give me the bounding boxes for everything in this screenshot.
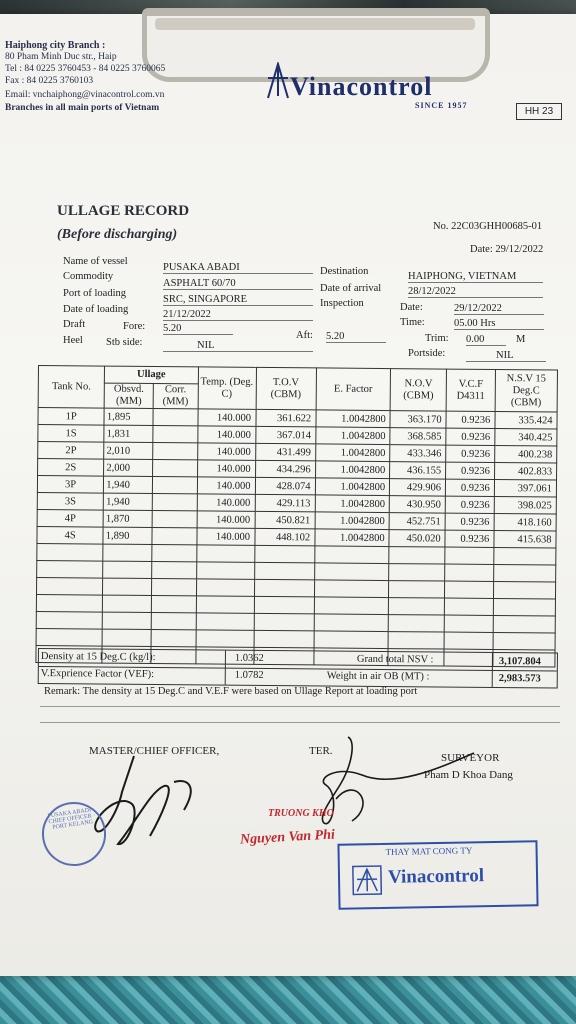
cell-empty <box>151 578 196 595</box>
cell-empty <box>152 562 197 579</box>
cell-empty <box>151 612 196 629</box>
document-subtitle: (Before discharging) <box>57 227 178 242</box>
stb-side-label: Stb side: <box>106 337 143 348</box>
cell-nsv: 402.833 <box>494 462 556 480</box>
cell-empty <box>444 598 493 615</box>
cell-vcf: 0.9236 <box>445 496 494 513</box>
cell-empty <box>196 613 254 631</box>
company-stamp-wordmark: Vinacontrol <box>387 865 485 888</box>
aft-label: Aft: <box>296 330 313 341</box>
cell-obsvd: 1,870 <box>103 510 152 527</box>
cell-empty <box>36 628 102 646</box>
cell-nov: 430.950 <box>389 496 445 513</box>
cell-empty <box>151 629 196 646</box>
date-loading-value: 21/12/2022 <box>163 309 313 321</box>
port-loading-value: SRC, SINGAPORE <box>163 294 313 306</box>
branch-email: Email: vnchaiphong@vinacontrol.com.vn <box>5 90 165 100</box>
cell-empty <box>196 579 254 597</box>
cell-empty <box>314 546 389 564</box>
portside-label: Portside: <box>408 348 446 359</box>
cell-temp: 140.000 <box>197 409 255 427</box>
cell-vcf: 0.9236 <box>446 462 495 479</box>
cell-empty <box>152 545 197 562</box>
header-temp: Temp. (Deg. C) <box>198 367 256 410</box>
time-value: 05.00 Hrs <box>454 318 544 330</box>
ter-label: TER. <box>309 745 333 757</box>
cell-nov: 433.346 <box>390 445 446 462</box>
cell-empty <box>493 615 555 633</box>
stb-side-value: NIL <box>163 340 313 352</box>
cell-empty <box>254 545 314 563</box>
cell-ef: 1.0042800 <box>315 495 390 513</box>
header-tov: T.O.V (CBM) <box>256 367 316 410</box>
grand-total-nsv-value: 3,107.804 <box>498 656 541 668</box>
clipboard-clip-bar <box>155 18 475 30</box>
cell-corr <box>153 409 198 426</box>
remark: Remark: The density at 15 Deg.C and V.E.F were based on Ullage Report at loading port <box>44 686 418 697</box>
time-label: Time: <box>400 317 425 328</box>
cell-nov: 363.170 <box>390 411 446 428</box>
cell-obsvd: 1,940 <box>104 493 153 510</box>
company-stamp-logo-icon <box>352 865 383 896</box>
destination-label: Destination <box>320 266 369 277</box>
aft-value: 5.20 <box>326 331 386 343</box>
header-efactor: E. Factor <box>316 368 391 411</box>
cell-vcf: 0.9236 <box>446 411 495 428</box>
cell-nov: 452.751 <box>389 513 445 530</box>
grand-total-nsv-label: Grand total NSV : <box>356 653 434 666</box>
cell-corr <box>153 426 198 443</box>
trim-label: Trim: <box>425 333 449 344</box>
header-nsv: N.S.V 15 Deg.C (CBM) <box>495 369 558 412</box>
fore-label: Fore: <box>123 321 146 332</box>
document-date: Date: 29/12/2022 <box>470 244 544 255</box>
cell-empty <box>388 632 444 649</box>
surveyor-label: SURVEYOR <box>441 752 500 764</box>
company-stamp <box>337 840 538 909</box>
cell-empty <box>103 578 152 595</box>
cell-empty <box>254 630 314 648</box>
cell-obsvd: 2,000 <box>104 459 153 476</box>
commodity-value: ASPHALT 60/70 <box>163 278 313 290</box>
cell-empty <box>254 562 314 580</box>
cell-empty <box>314 580 389 598</box>
cell-vcf: 0.9236 <box>446 428 495 445</box>
cell-corr <box>152 511 197 528</box>
cell-nsv: 418.160 <box>494 513 556 531</box>
density-value: 1.0362 <box>234 652 264 664</box>
cell-empty <box>389 598 445 615</box>
cell-temp: 140.000 <box>197 494 255 512</box>
cell-empty <box>36 611 102 629</box>
cell-empty <box>102 612 151 629</box>
vef-value: 1.0782 <box>234 669 264 681</box>
totals-box <box>38 648 558 689</box>
cell-tov: 431.499 <box>255 443 315 461</box>
cell-empty <box>103 595 152 612</box>
trim-unit: M <box>516 334 526 345</box>
cell-vcf: 0.9236 <box>446 445 495 462</box>
cell-empty <box>493 632 555 650</box>
cell-empty <box>445 564 494 581</box>
cell-empty <box>196 545 254 563</box>
cell-empty <box>254 596 314 614</box>
form-code: HH 23 <box>516 103 562 120</box>
cell-corr <box>153 460 198 477</box>
cell-empty <box>493 581 555 599</box>
cell-tank: 4P <box>37 509 103 527</box>
cell-empty <box>103 561 152 578</box>
cell-tank: 2P <box>38 442 104 460</box>
cell-tank: 1S <box>38 425 104 443</box>
branch-name: Haiphong city Branch : <box>5 40 106 51</box>
cell-temp: 140.000 <box>196 528 254 546</box>
cell-temp: 140.000 <box>197 426 255 444</box>
cell-ef: 1.0042800 <box>315 427 390 445</box>
cell-temp: 140.000 <box>197 477 255 495</box>
cell-tov: 450.821 <box>255 511 315 529</box>
inspection-date-value: 29/12/2022 <box>454 303 544 315</box>
cell-empty <box>493 598 555 616</box>
header-nov: N.O.V (CBM) <box>390 369 446 411</box>
cell-ef: 1.0042800 <box>315 512 390 530</box>
cell-nsv: 398.025 <box>494 496 556 514</box>
weight-label: Weight in air OB (MT) : <box>326 670 430 683</box>
cell-tov: 429.113 <box>255 494 315 512</box>
remark-line <box>40 706 560 707</box>
cell-nov: 450.020 <box>389 530 445 547</box>
cell-empty <box>314 597 389 615</box>
since-label: SINCE 1957 <box>415 101 468 110</box>
logo-wordmark: Vinacontrol <box>290 72 433 101</box>
cell-empty <box>445 581 494 598</box>
vinacontrol-logo-icon <box>266 62 290 100</box>
cell-nsv: 400.238 <box>494 445 556 463</box>
vessel-value: PUSAKA ABADI <box>163 262 313 274</box>
cell-tank: 4S <box>37 526 103 544</box>
red-stamp-name: Nguyen Van Phi <box>239 827 336 848</box>
cell-corr <box>153 443 198 460</box>
cell-obsvd: 1,895 <box>104 408 153 425</box>
background-bottom <box>0 975 576 1024</box>
cell-empty <box>102 629 151 646</box>
cell-empty <box>196 562 254 580</box>
cell-temp: 140.000 <box>197 443 255 461</box>
remark-line <box>40 722 560 723</box>
cell-tank: 1P <box>38 408 104 426</box>
cell-tov: 448.102 <box>254 528 314 546</box>
header-tank: Tank No. <box>38 366 105 409</box>
cell-tov: 367.014 <box>255 426 315 444</box>
cell-nsv: 397.061 <box>494 479 556 497</box>
cell-empty <box>314 631 389 649</box>
cell-ef: 1.0042800 <box>315 444 390 462</box>
vef-label: V.Exprience Factor (VEF): <box>40 668 155 681</box>
cell-tank: 3S <box>37 492 103 510</box>
header-ullage: Ullage <box>105 366 198 384</box>
cell-nsv: 335.424 <box>495 411 557 429</box>
cell-empty <box>314 614 389 632</box>
cell-nov: 436.155 <box>390 462 446 479</box>
cell-empty <box>389 547 445 564</box>
destination-value: HAIPHONG, VIETNAM <box>408 271 543 283</box>
cell-tank: 2S <box>38 459 104 477</box>
cell-ef: 1.0042800 <box>315 529 390 547</box>
cell-tov: 428.074 <box>255 477 315 495</box>
cell-empty <box>151 595 196 612</box>
company-stamp-caption: THAY MAT CONG TY <box>385 845 473 857</box>
cell-empty <box>37 543 103 561</box>
cell-empty <box>103 544 152 561</box>
surveyor-name: Pham D Khoa Dang <box>424 769 513 781</box>
cell-obsvd: 2,010 <box>104 442 153 459</box>
cell-obsvd: 1,831 <box>104 425 153 442</box>
surveyor-signature <box>296 735 536 835</box>
branch-fax: Fax : 84 0225 3760103 <box>5 76 94 86</box>
arrival-label: Date of arrival <box>320 283 382 294</box>
portside-value: NIL <box>466 350 546 362</box>
cell-tov: 434.296 <box>255 460 315 478</box>
vessel-label: Name of vessel <box>63 256 128 267</box>
cell-empty <box>254 613 314 631</box>
header-corr: Corr. (MM) <box>153 384 198 409</box>
cell-empty <box>389 564 445 581</box>
cell-empty <box>36 577 102 595</box>
branch-list: Branches in all main ports of Vietnam <box>5 103 160 113</box>
trim-value: 0.00 <box>466 334 506 346</box>
inspection-label: Inspection <box>320 298 364 309</box>
port-loading-label: Port of loading <box>63 288 126 299</box>
cell-empty <box>444 615 493 632</box>
draft-label: Draft <box>63 319 86 330</box>
cell-tank: 3P <box>37 476 103 494</box>
cell-obsvd: 1,890 <box>103 527 152 544</box>
cell-empty <box>254 579 314 597</box>
cell-empty <box>389 581 445 598</box>
cell-empty <box>493 564 555 582</box>
cell-obsvd: 1,940 <box>104 476 153 493</box>
cell-empty <box>196 596 254 614</box>
cell-tov: 361.622 <box>255 409 315 427</box>
weight-value: 2,983.573 <box>498 673 541 685</box>
cell-nov: 368.585 <box>390 428 446 445</box>
header-obsvd: Obsvd. (MM) <box>104 383 153 408</box>
cell-vcf: 0.9236 <box>445 530 494 547</box>
heel-label: Heel <box>63 335 83 346</box>
cell-corr <box>152 494 197 511</box>
branch-address: 80 Pham Minh Duc str., Haip <box>5 52 117 62</box>
master-label: MASTER/CHIEF OFFICER, <box>89 745 220 757</box>
tank-rows <box>36 408 557 668</box>
document-number: No. 22C03GHH00685-01 <box>433 221 543 232</box>
cell-empty <box>196 630 254 648</box>
inspection-date-label: Date: <box>400 302 423 313</box>
cell-vcf: 0.9236 <box>445 479 494 496</box>
cell-empty <box>444 632 493 649</box>
cell-temp: 140.000 <box>197 511 255 529</box>
fore-value: 5.20 <box>163 323 233 335</box>
branch-tel: Tel : 84 0225 3760453 - 84 0225 3760065 <box>5 64 166 74</box>
cell-ef: 1.0042800 <box>315 478 390 496</box>
cell-empty <box>445 547 494 564</box>
cell-ef: 1.0042800 <box>315 461 390 479</box>
cell-corr <box>152 528 197 545</box>
cell-nsv: 415.638 <box>494 530 556 548</box>
arrival-value: 28/12/2022 <box>408 286 543 298</box>
cell-nov: 429.906 <box>390 479 446 496</box>
red-stamp-title: TRUONG KHO <box>268 808 334 819</box>
header-vcf: V.C.F D4311 <box>446 369 495 411</box>
ullage-table <box>35 365 558 668</box>
cell-temp: 140.000 <box>197 460 255 478</box>
cell-empty <box>36 594 102 612</box>
cell-empty <box>388 615 444 632</box>
cell-empty <box>314 563 389 581</box>
cell-ef: 1.0042800 <box>316 410 391 428</box>
document-title: ULLAGE RECORD <box>57 203 190 219</box>
density-label: Density at 15 Deg.C (kg/l): <box>40 651 156 664</box>
commodity-label: Commodity <box>63 271 114 282</box>
date-loading-label: Date of loading <box>63 304 129 315</box>
cell-empty <box>494 547 556 565</box>
cell-vcf: 0.9236 <box>445 513 494 530</box>
cell-corr <box>152 477 197 494</box>
round-stamp-text: PUSAKA ABADI · CHIEF OFFICER · PORT KELANG <box>47 806 96 831</box>
cell-nsv: 340.425 <box>495 428 557 446</box>
cell-empty <box>37 560 103 578</box>
